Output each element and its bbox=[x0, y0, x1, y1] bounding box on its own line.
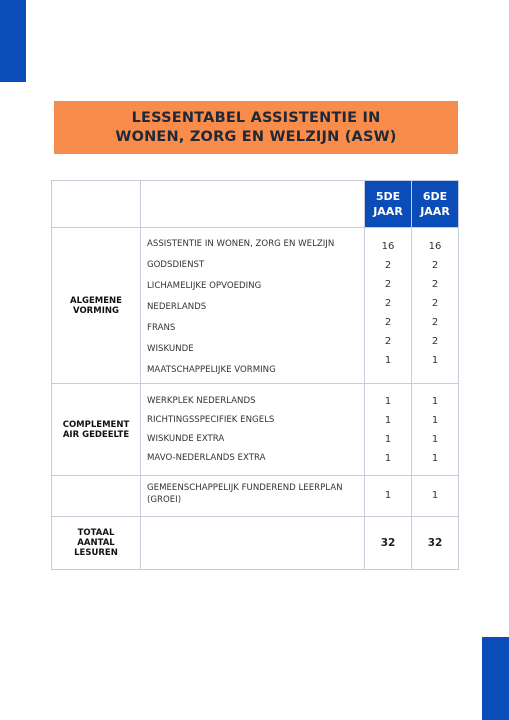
header-empty-group bbox=[52, 181, 141, 228]
subject-name: WISKUNDE bbox=[147, 344, 194, 354]
group-label-complementair-gedeelte: COMPLEMENT AIR GEDEELTE bbox=[52, 384, 141, 476]
title-line-2: WONEN, ZORG EN WELZIJN (ASW) bbox=[115, 128, 397, 145]
title-banner bbox=[54, 101, 458, 154]
hours-year-5: 1 1 1 1 bbox=[365, 384, 412, 476]
group-label-algemene-vorming: ALGEMENE VORMING bbox=[52, 228, 141, 384]
hours-year-6: 1 1 1 1 bbox=[412, 384, 459, 476]
subject-name: WISKUNDE EXTRA bbox=[147, 434, 225, 444]
subject-list bbox=[141, 476, 365, 517]
total-label: TOTAAL AANTAL LESUREN bbox=[52, 517, 141, 570]
group-label-empty bbox=[52, 476, 141, 517]
subject-list bbox=[141, 228, 365, 384]
top-left-accent-bar bbox=[0, 0, 26, 82]
header-empty-subject bbox=[141, 181, 365, 228]
subject-name: FRANS bbox=[147, 323, 176, 333]
total-year-6: 32 bbox=[412, 517, 459, 570]
hours-year-5: 16 2 2 2 2 2 1 bbox=[365, 228, 412, 384]
header-year-5: 5DE JAAR bbox=[365, 181, 412, 228]
subject-name: MAVO-NEDERLANDS EXTRA bbox=[147, 453, 266, 463]
subject-name: WERKPLEK NEDERLANDS bbox=[147, 396, 256, 406]
header-year-6: 6DE JAAR bbox=[412, 181, 459, 228]
hours-year-6: 16 2 2 2 2 2 1 bbox=[412, 228, 459, 384]
total-empty-subject bbox=[141, 517, 365, 570]
lessentabel-table bbox=[51, 180, 459, 570]
subject-name: MAATSCHAPPELIJKE VORMING bbox=[147, 365, 276, 375]
table-row-gemeenschappelijk bbox=[52, 476, 459, 517]
subject-name: NEDERLANDS bbox=[147, 302, 207, 312]
hours-year-5: 1 bbox=[365, 476, 412, 517]
bottom-right-accent-bar bbox=[482, 637, 509, 720]
subject-name: GEMEENSCHAPPELIJK FUNDEREND LEERPLAN (GROEI) bbox=[147, 483, 343, 505]
total-year-5: 32 bbox=[365, 517, 412, 570]
table-row-total bbox=[52, 517, 459, 570]
hours-year-6: 1 bbox=[412, 476, 459, 517]
table-header-row bbox=[52, 181, 459, 228]
title-line-1: LESSENTABEL ASSISTENTIE IN bbox=[131, 109, 381, 126]
table-row-complementair-gedeelte bbox=[52, 384, 459, 476]
subject-name: GODSDIENST bbox=[147, 260, 205, 270]
subject-name: RICHTINGSSPECIFIEK ENGELS bbox=[147, 415, 275, 425]
subject-list bbox=[141, 384, 365, 476]
subject-name: LICHAMELIJKE OPVOEDING bbox=[147, 281, 262, 291]
subject-name: ASSISTENTIE IN WONEN, ZORG EN WELZIJN bbox=[147, 239, 335, 249]
table-row-algemene-vorming bbox=[52, 228, 459, 384]
